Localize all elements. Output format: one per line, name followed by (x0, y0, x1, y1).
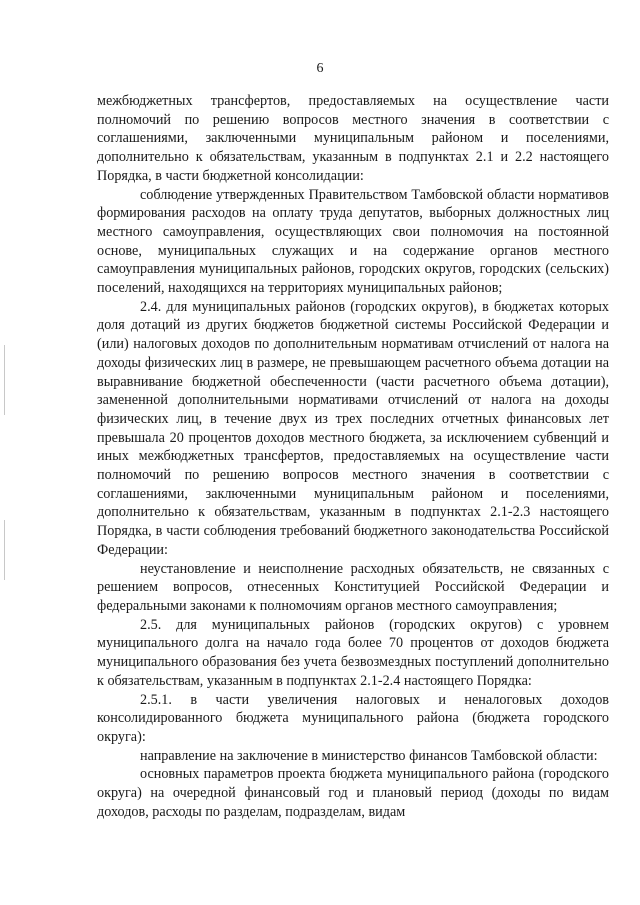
paragraph: основных параметров проекта бюджета муниципального района (городского округа) на очередной финансовый год и плановый период (доходы по видам доходов, расходы по разделам, подразделам, видам (97, 766, 609, 820)
paragraph: соблюдение утвержденных Правительством Тамбовской области нормативов формирования расходов на оплату труда депутатов, выборных должностных лиц местного самоуправления, осуществляющих свои полномочия на постоянной основе, муниципальных служащих и на содержание органов местного самоуправления муниципальных районов, городских округов, городских (сельских) поселений, находящихся на территориях муниципальных районов; (97, 186, 609, 297)
paragraph: 2.4. для муниципальных районов (городских округов), в бюджетах которых доля дотаций из других бюджетов бюджетной системы Российской Федерации и (или) налоговых доходов по дополнительным нормативам отчислений от налога на доходы физических лиц в размере, не превышающем расчетного объема дотации на выравнивание бюджетной обеспеченности (части расчетного объема дотации), замененной дополнительными нормативами отчислений от налога на доходы физических лиц, в течение двух из трех последних отчетных финансовых лет превышала 20 процентов доходов местного бюджета, за исключением субвенций и иных межбюджетных трансфертов, предоставляемых на осуществление части полномочий по решению вопросов местного значения в соответствии с соглашениями, заключенными муниципальным районом и поселениями, дополнительно к обязательствам, указанным в подпунктах 2.1-2.3 настоящего Порядка, в части соблюдения требований бюджетного законодательства Российской Федерации: (97, 298, 609, 558)
scan-margin-mark (4, 345, 5, 415)
paragraph: 2.5. для муниципальных районов (городских округов) с уровнем муниципального долга на начало года более 70 процентов от доходов бюджета муниципального образования без учета безвозмездных поступлений дополнительно к обязательствам, указанным в подпунктах 2.1-2.4 настоящего Порядка: (97, 616, 609, 689)
paragraph: 2.5.1. в части увеличения налоговых и неналоговых доходов консолидированного бюджета муниципального района (бюджета городского округа): (97, 691, 609, 745)
document-body (97, 92, 609, 821)
scan-margin-mark (4, 520, 5, 580)
page-number: 6 (316, 61, 324, 76)
paragraph: неустановление и неисполнение расходных обязательств, не связанных с решением вопросов, отнесенных Конституцией Российской Федерации и федеральными законами к полномочиям органов местного самоуправления; (97, 560, 609, 614)
paragraph: направление на заключение в министерство финансов Тамбовской области: (140, 747, 598, 764)
paragraph: межбюджетных трансфертов, предоставляемых на осуществление части полномочий по решению вопросов местного значения в соответствии с соглашениями, заключенными муниципальным районом и поселениями, дополнительно к обязательствам, указанным в подпунктах 2.1 и 2.2 настоящего Порядка, в части бюджетной консолидации: (97, 93, 609, 184)
